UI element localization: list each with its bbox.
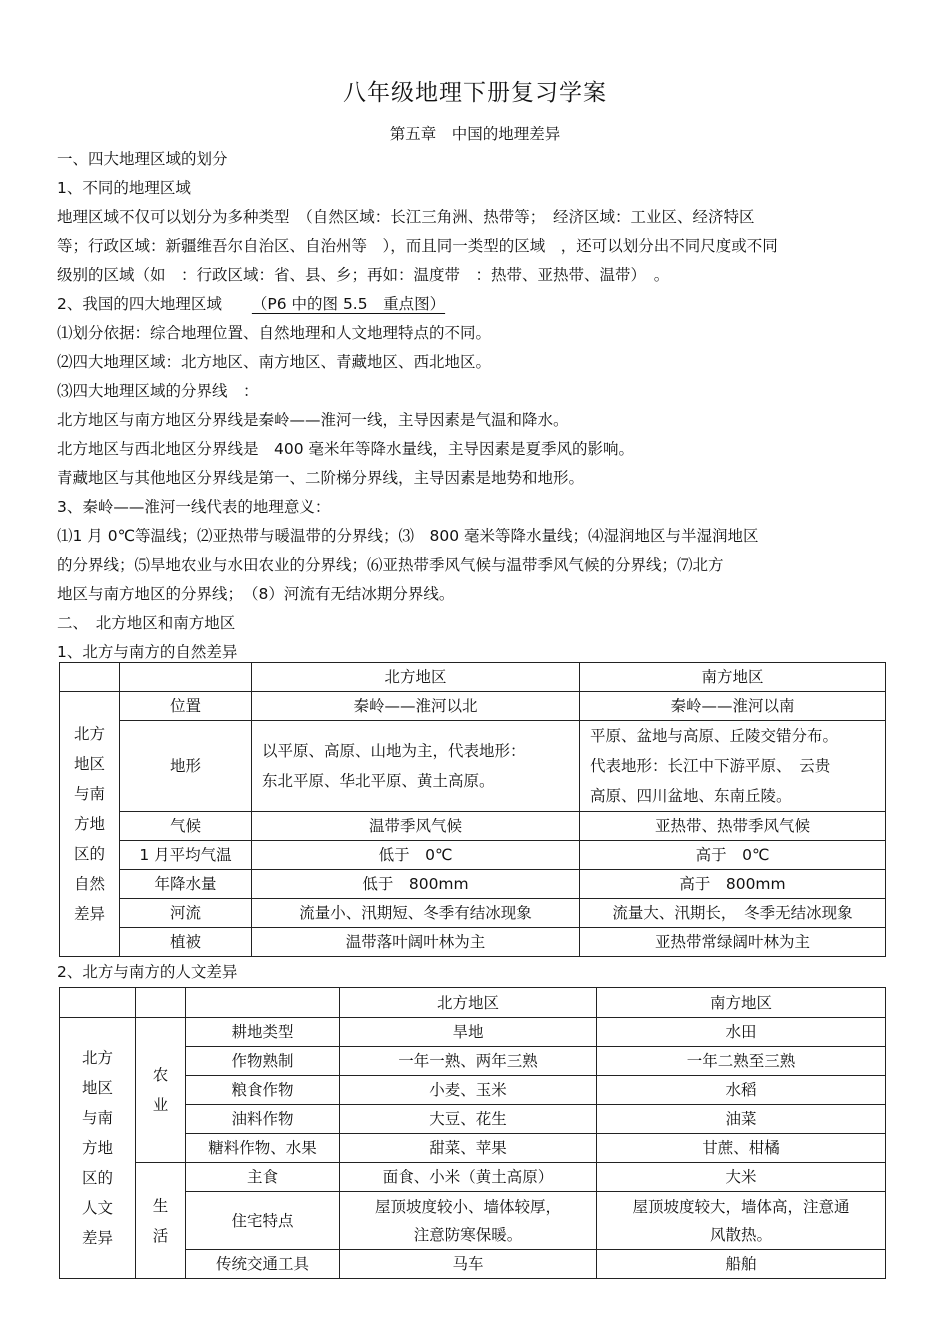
- south-cell: 亚热带常绿阔叶林为主: [580, 928, 886, 957]
- north-cell: 温带季风气候: [252, 812, 580, 841]
- north-cell: 秦岭——淮河以北: [252, 692, 580, 721]
- paragraph-line: 级别的区域（如 ：行政区域：省、县、乡；再如：温度带 ：热带、亚热带、温带） 。: [57, 266, 670, 284]
- north-cell: 小麦、玉米: [340, 1076, 597, 1105]
- south-cell: 船舶: [597, 1250, 886, 1279]
- south-cell: 大米: [597, 1163, 886, 1192]
- row-label: 植被: [120, 928, 252, 957]
- empty-cell: [186, 988, 340, 1018]
- empty-cell: [120, 663, 252, 692]
- row-label: 糖料作物、水果: [186, 1134, 340, 1163]
- human-differences-table: [59, 987, 886, 1279]
- south-cell: 水稻: [597, 1076, 886, 1105]
- paragraph-line: 地区与南方地区的分界线； （8）河流有无结冰期分界线。: [57, 585, 455, 603]
- north-cell: 低于 0℃: [252, 841, 580, 870]
- subsection-heading-1-3: 3、秦岭——淮河一线代表的地理意义：: [57, 498, 331, 516]
- subsection-heading-2-1: 1、北方与南方的自然差异: [57, 643, 238, 661]
- south-cell: 甘蔗、柑橘: [597, 1134, 886, 1163]
- empty-cell: [136, 988, 186, 1018]
- row-label: 位置: [120, 692, 252, 721]
- row-label: 住宅特点: [186, 1192, 340, 1250]
- table-row: [60, 1163, 886, 1192]
- north-cell: 屋顶坡度较小、墙体较厚， 注意防寒保暖。: [340, 1192, 597, 1250]
- south-cell: 水田: [597, 1018, 886, 1047]
- north-cell: 大豆、花生: [340, 1105, 597, 1134]
- column-header-south: 南方地区: [580, 663, 886, 692]
- paragraph-line: 北方地区与南方地区分界线是秦岭——淮河一线，主导因素是气温和降水。: [57, 411, 569, 429]
- paragraph-line: 北方地区与西北地区分界线是 400 毫米年等降水量线，主导因素是夏季风的影响。: [57, 440, 635, 458]
- north-cell: 流量小、汛期短、冬季有结冰现象: [252, 899, 580, 928]
- north-cell: 面食、小米（黄土高原）: [340, 1163, 597, 1192]
- chapter-heading: 第五章 中国的地理差异: [389, 125, 561, 143]
- document-title: 八年级地理下册复习学案: [343, 80, 607, 106]
- row-group-label: 北方 地区 与南 方地 区的 自然 差异: [60, 692, 120, 957]
- column-header-north: 北方地区: [340, 988, 597, 1018]
- empty-cell: [60, 988, 136, 1018]
- row-label: 气候: [120, 812, 252, 841]
- row-label: 年降水量: [120, 870, 252, 899]
- subsection-heading-1-1: 1、不同的地理区域: [57, 179, 191, 197]
- paragraph-line: 等；行政区域：新疆维吾尔自治区、自治州等 ），而且同一类型的区域 ，还可以划分出不同尺度或不同: [57, 237, 778, 255]
- paragraph-line: ⑴划分依据：综合地理位置、自然地理和人文地理特点的不同。: [57, 324, 492, 342]
- north-cell: 旱地: [340, 1018, 597, 1047]
- table-row: [60, 1018, 886, 1047]
- north-cell: 低于 800mm: [252, 870, 580, 899]
- natural-differences-table: [59, 662, 886, 957]
- south-cell: 秦岭——淮河以南: [580, 692, 886, 721]
- section-heading-1: 一、四大地理区域的划分: [57, 150, 228, 168]
- column-header-south: 南方地区: [597, 988, 886, 1018]
- daily-life-group-label: 生 活: [136, 1163, 186, 1279]
- table-header-row: [60, 988, 886, 1018]
- north-cell: 马车: [340, 1250, 597, 1279]
- south-cell: 流量大、汛期长， 冬季无结冰现象: [580, 899, 886, 928]
- row-label: 地形: [120, 721, 252, 812]
- north-cell: 一年一熟、两年三熟: [340, 1047, 597, 1076]
- north-cell: 温带落叶阔叶林为主: [252, 928, 580, 957]
- table-row: [60, 841, 886, 870]
- figure-reference: （P6 中的图 5.5 重点图）: [251, 295, 446, 313]
- row-label: 粮食作物: [186, 1076, 340, 1105]
- table-header-row: [60, 663, 886, 692]
- paragraph-line: 青藏地区与其他地区分界线是第一、二阶梯分界线，主导因素是地势和地形。: [57, 469, 585, 487]
- paragraph-line: 的分界线；⑸旱地农业与水田农业的分界线；⑹亚热带季风气候与温带季风气候的分界线；⑺北方: [57, 556, 724, 574]
- south-cell: 油菜: [597, 1105, 886, 1134]
- north-cell: 甜菜、苹果: [340, 1134, 597, 1163]
- north-cell: 以平原、高原、山地为主，代表地形： 东北平原、华北平原、黄土高原。: [252, 721, 580, 812]
- row-group-label: 北方 地区 与南 方地 区的 人文 差异: [60, 1018, 136, 1279]
- row-label: 1 月平均气温: [120, 841, 252, 870]
- paragraph-line: 地理区域不仅可以划分为多种类型 （自然区域：长江三角洲、热带等； 经济区域：工业区、经济特区: [57, 208, 755, 226]
- subsection-heading-1-2: [57, 294, 892, 314]
- section-heading-2: 二、 北方地区和南方地区: [57, 614, 236, 632]
- table-row: [60, 928, 886, 957]
- south-cell: 高于 0℃: [580, 841, 886, 870]
- subsection-heading-2-2: 2、北方与南方的人文差异: [57, 963, 238, 981]
- column-header-north: 北方地区: [252, 663, 580, 692]
- south-cell: 高于 800mm: [580, 870, 886, 899]
- row-label: 耕地类型: [186, 1018, 340, 1047]
- paragraph-line: ⑶四大地理区域的分界线 ：: [57, 382, 259, 400]
- row-label: 油料作物: [186, 1105, 340, 1134]
- row-label: 主食: [186, 1163, 340, 1192]
- agriculture-group-label: 农 业: [136, 1018, 186, 1163]
- empty-cell: [60, 663, 120, 692]
- row-label: 作物熟制: [186, 1047, 340, 1076]
- table-row: [60, 899, 886, 928]
- paragraph-line: ⑵四大地理区域：北方地区、南方地区、青藏地区、西北地区。: [57, 353, 492, 371]
- table-row: [60, 692, 886, 721]
- row-label: 传统交通工具: [186, 1250, 340, 1279]
- paragraph-line: ⑴1 月 0℃等温线；⑵亚热带与暖温带的分界线；⑶ 800 毫米等降水量线；⑷湿润地区与半湿润地区: [57, 527, 759, 545]
- south-cell: 一年二熟至三熟: [597, 1047, 886, 1076]
- south-cell: 平原、盆地与高原、丘陵交错分布。 代表地形：长江中下游平原、 云贵 高原、四川盆地、东南丘陵。: [580, 721, 886, 812]
- table-row: [60, 812, 886, 841]
- south-cell: 亚热带、热带季风气候: [580, 812, 886, 841]
- south-cell: 屋顶坡度较大，墙体高，注意通 风散热。: [597, 1192, 886, 1250]
- table-row: [60, 870, 886, 899]
- table-row: [60, 721, 886, 812]
- row-label: 河流: [120, 899, 252, 928]
- subsection-heading-text: 2、我国的四大地理区域: [57, 295, 222, 313]
